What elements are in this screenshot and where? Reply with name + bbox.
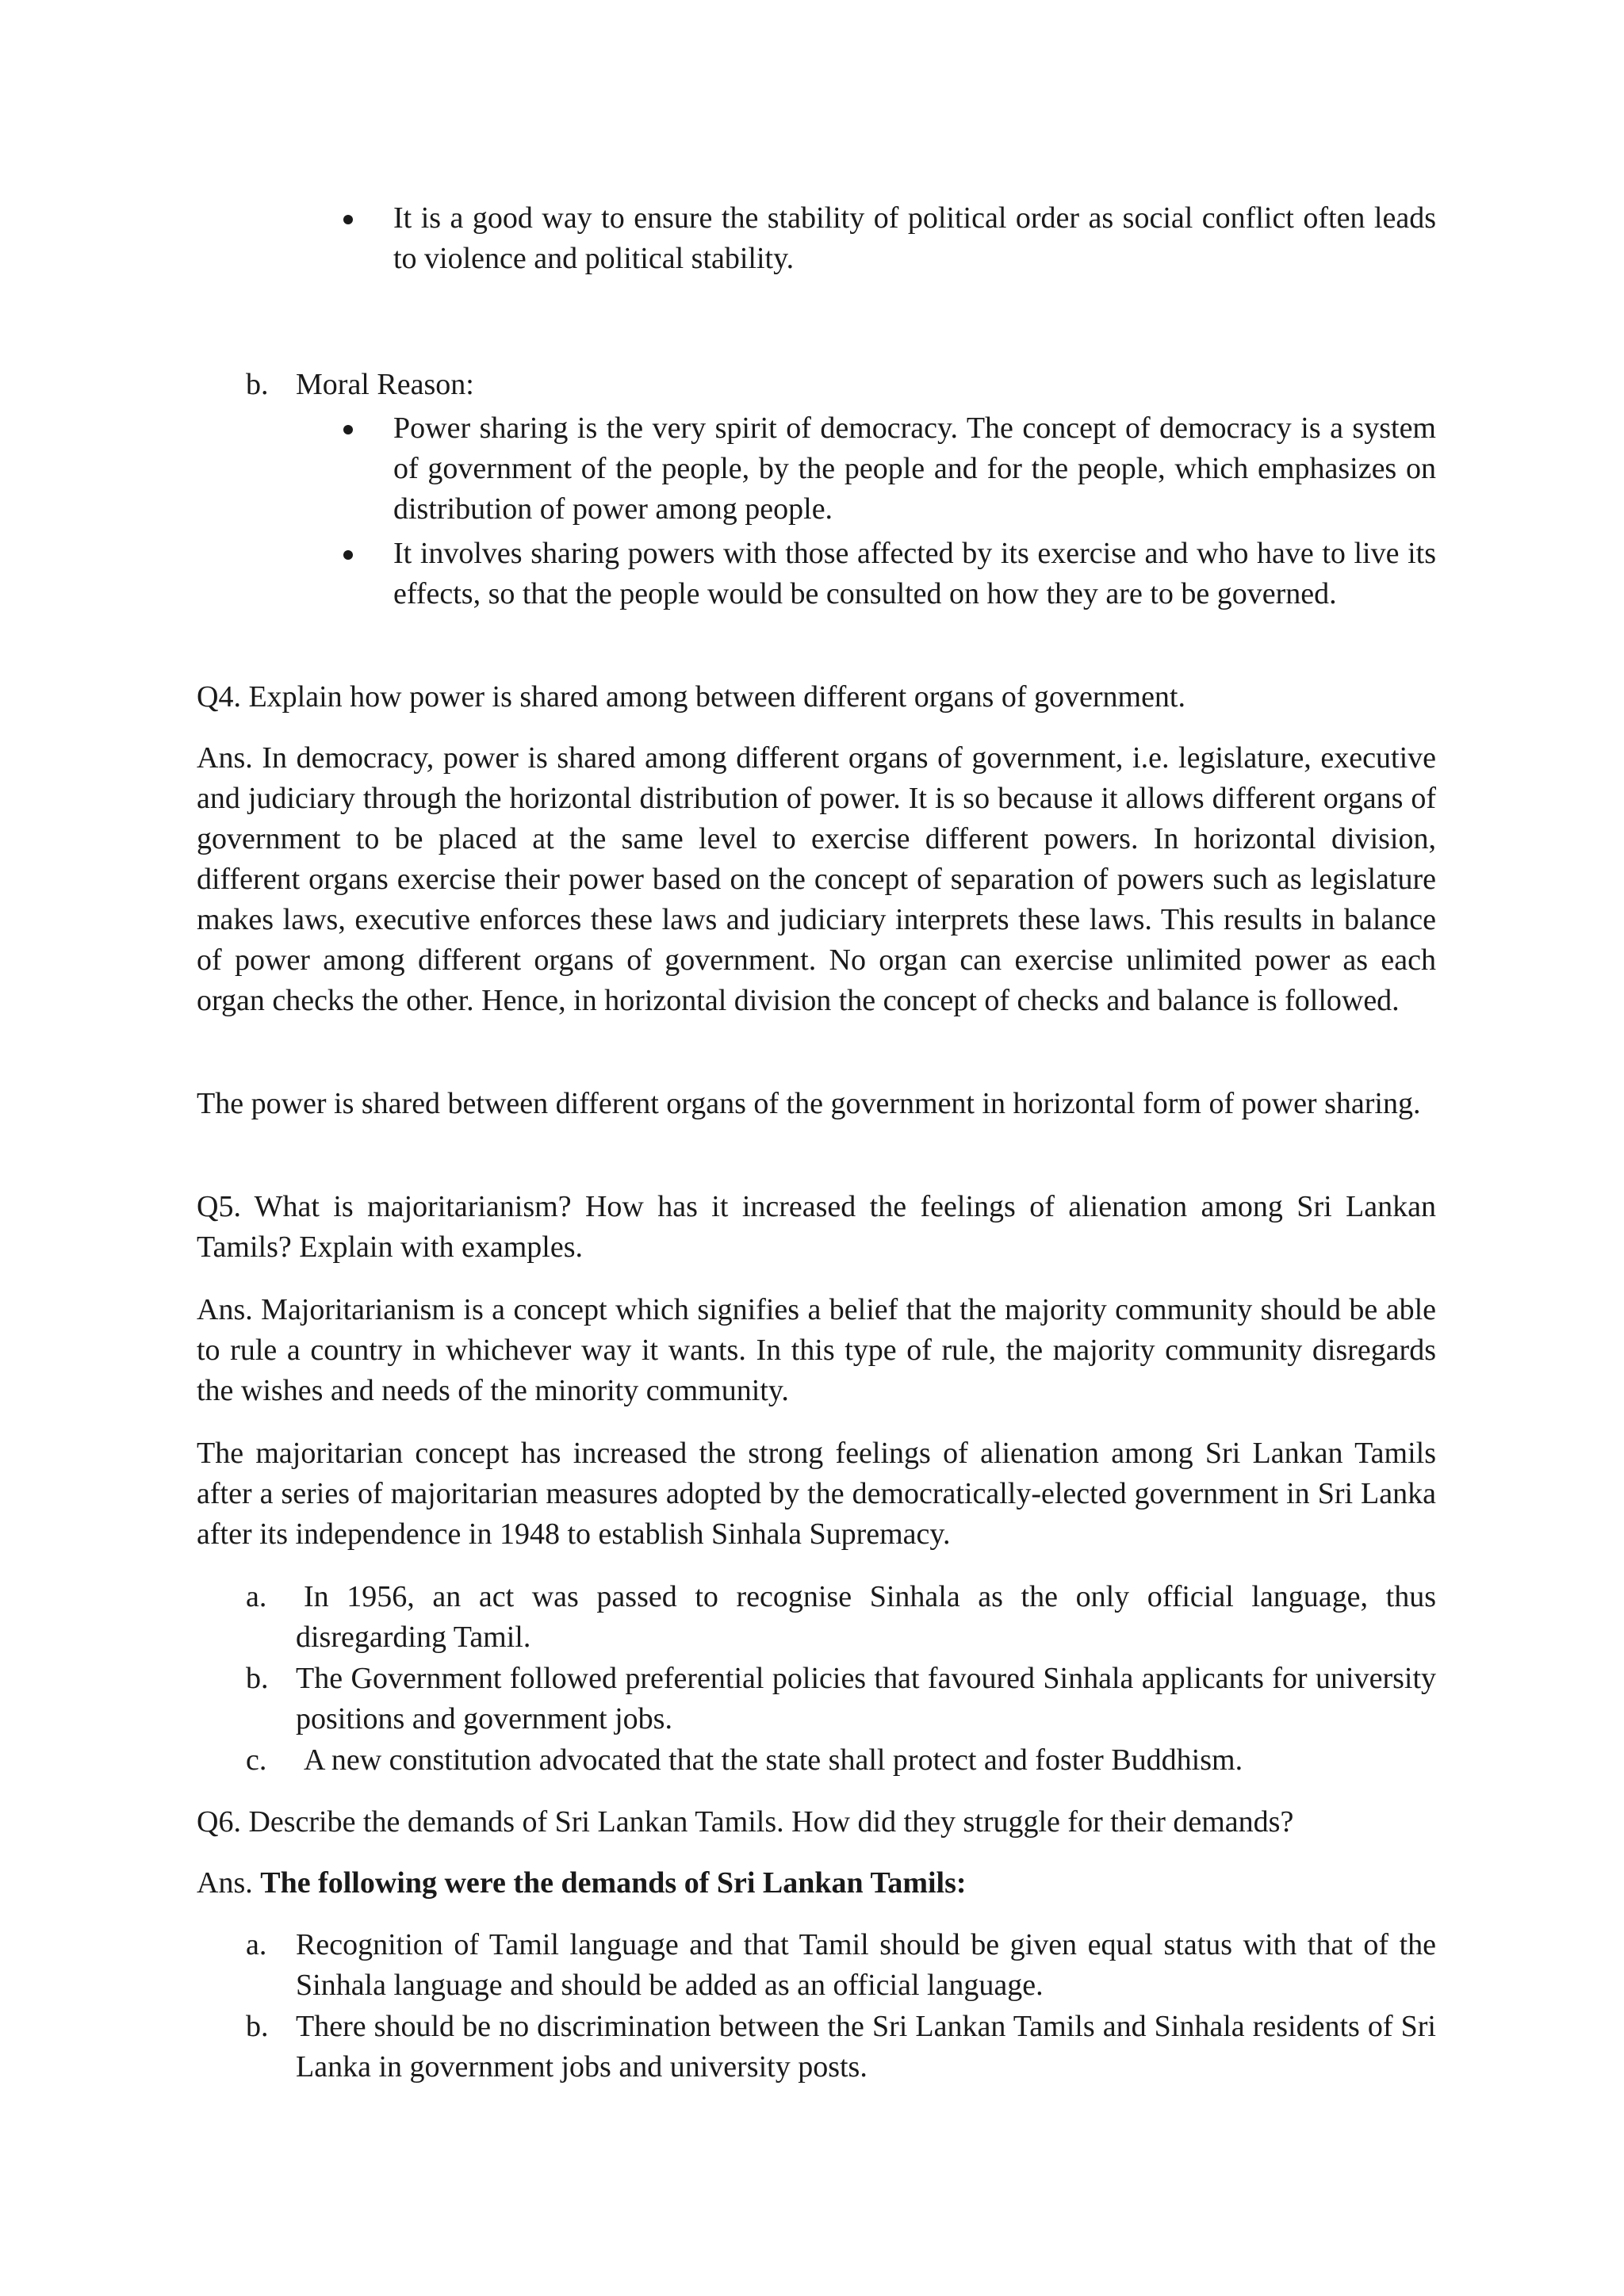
answer-q5-paragraph: Ans. Majoritarianism is a concept which signifies a belief that the majority community should be able to rule a country in whichever way it wants. In this type of rule, the majority community disregards the wishes and needs of the minority community. — [197, 1293, 1436, 1407]
list-item-text: Recognition of Tamil language and that Tamil should be given equal status with that of the Sinhala language and should be added as an official language. — [296, 1928, 1436, 2002]
section-heading: Moral Reason: — [296, 368, 474, 401]
list-marker: b. — [246, 2010, 269, 2043]
answer-q4-paragraph: The power is shared between different organs of the government in horizontal form of power sharing. — [197, 1087, 1421, 1120]
list-marker: c. — [246, 1743, 267, 1777]
answer-prefix: Ans. — [197, 1866, 253, 1900]
answer-q5-paragraph: The majoritarian concept has increased the strong feelings of alienation among Sri Lankan Tamils after a series of majoritarian measures adopted by the democratically-elected government in Sri Lanka after its independence in 1948 to establish Sinhala Supremacy. — [197, 1437, 1436, 1551]
list-marker: a. — [246, 1928, 267, 1961]
list-item-text: A new constitution advocated that the state shall protect and foster Buddhism. — [304, 1743, 1243, 1777]
bullet-icon — [343, 215, 353, 224]
question-q6: Q6. Describe the demands of Sri Lankan Tamils. How did they struggle for their demands? — [197, 1805, 1294, 1839]
list-item-text: The Government followed preferential policies that favoured Sinhala applicants for university positions and government jobs. — [296, 1662, 1436, 1735]
bullet-icon — [343, 550, 353, 560]
question-q5: Q5. What is majoritarianism? How has it increased the feelings of alienation among Sri Lankan Tamils? Explain with examples. — [197, 1190, 1436, 1264]
question-q4: Q4. Explain how power is shared among between different organs of government. — [197, 680, 1185, 714]
answer-q6-heading — [197, 1863, 1436, 1904]
list-marker: a. — [246, 1580, 267, 1613]
answer-q4-paragraph: Ans. In democracy, power is shared among different organs of government, i.e. legislature, executive and judiciary through the horizontal distribution of power. It is so because it allows different organs of government to be placed at the same level to exercise different powers. In horizontal division, different organs exercise their power based on the concept of separation of powers such as legislature makes laws, executive enforces these laws and judiciary interprets these laws. This results in balance of power among different organs of government. No organ can exercise unlimited power as each organ checks the other. Hence, in horizontal division the concept of checks and balance is followed. — [197, 741, 1436, 1017]
list-marker: b. — [246, 368, 269, 401]
bullet-text: It is a good way to ensure the stability of political order as social conflict often leads to violence and political stability. — [393, 201, 1436, 275]
bullet-icon — [343, 425, 353, 434]
bullet-text: Power sharing is the very spirit of democracy. The concept of democracy is a system of government of the people, by the people and for the people, which emphasizes on distribution of power among people. — [393, 411, 1436, 526]
list-item-text: There should be no discrimination between the Sri Lankan Tamils and Sinhala residents of Sri Lanka in government jobs and university posts. — [296, 2010, 1436, 2084]
list-item-text: In 1956, an act was passed to recognise Sinhala as the only official language, thus disregarding Tamil. — [296, 1580, 1436, 1654]
list-marker: b. — [246, 1662, 269, 1695]
answer-bold-heading: The following were the demands of Sri Lankan Tamils: — [260, 1866, 967, 1900]
bullet-text: It involves sharing powers with those affected by its exercise and who have to live its effects, so that the people would be consulted on how they are to be governed. — [393, 537, 1436, 610]
